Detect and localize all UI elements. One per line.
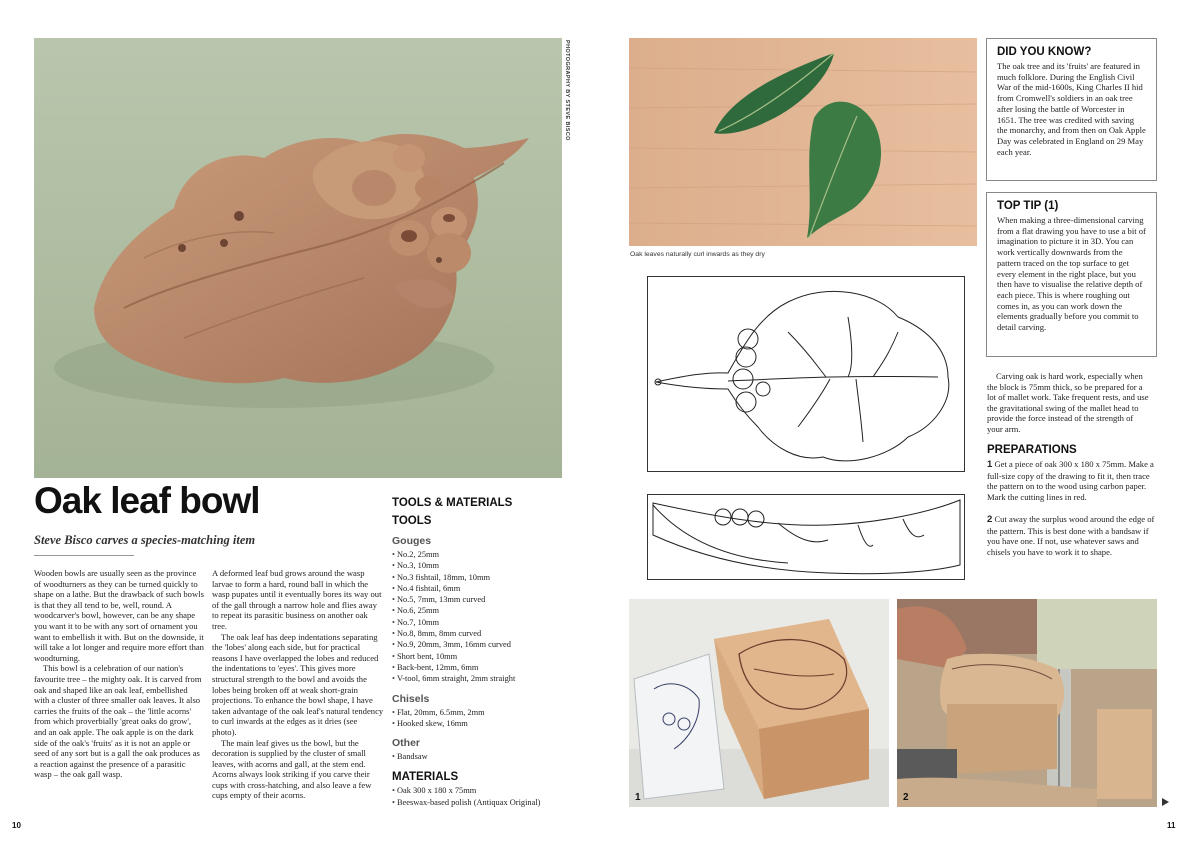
- paragraph: The oak leaf has deep indentations separating the 'lobes' along each side, but for practical reasons I have overlapped the lobes and reduced the indentations to 'eyes'. This gives more structural strength to the bowl and avoids the lobes being broken off at weak short-grain projections. To enhance the bowl shape, I have taken advantage of the oak leaf's natural tendency to curl inwards at the edges as it dries (see photo).: [212, 631, 384, 737]
- article-subtitle: Steve Bisco carves a species-matching item: [34, 533, 256, 547]
- list-item: • No.2, 25mm: [392, 549, 577, 560]
- tools-heading: TOOLS: [392, 515, 432, 527]
- materials-list: [392, 785, 577, 808]
- chisels-heading: Chisels: [392, 692, 430, 705]
- list-item: • No.6, 25mm: [392, 605, 577, 616]
- list-item: • Back-bent, 12mm, 6mm: [392, 662, 577, 673]
- list-item: • Short bent, 10mm: [392, 651, 577, 662]
- photo-credit: PHOTOGRAPHY BY STEVE BISCO: [564, 40, 570, 141]
- body-column-2: [212, 568, 384, 801]
- paragraph: Carving oak is hard work, especially when the block is 75mm thick, so be prepared for a lot of mallet work. Take frequent rests, and use the gravitational swing of the mallet head to provide the force instead of the strength of your arm.: [987, 371, 1149, 434]
- paragraph: Wooden bowls are usually seen as the province of woodturners as they can be turned quickly to shape on a lathe. But the drawback of such bowls is that they all tend to be, well, round. A woodcarver's bowl, however, can be any shape you want it to be with any sort of ornament you want to embellish it with. But on the downside, it will take a lot longer and require more effort than woodturning.: [34, 568, 204, 663]
- body-column-1: [34, 568, 204, 780]
- paragraph: The main leaf gives us the bowl, but the decoration is supplied by the cluster of small leaves, with acorns and gall, at the stem end. Acorns always look striking if you carve their cups with cross-hatching, and also leave a few cups empty of their acorns.: [212, 737, 372, 801]
- top-tip-heading: TOP TIP (1): [997, 200, 1059, 212]
- page-number-right: 11: [1167, 821, 1176, 830]
- step-photo-2: [897, 599, 1157, 807]
- preparations-steps: [987, 459, 1157, 569]
- paragraph: This bowl is a celebration of our nation's favourite tree – the mighty oak. It is carved from oak and shaped like an oak leaf, embellished with a cluster of three smaller oak leaves. It also carries the fruits of the oak – the 'little acorns' from which proverbially 'great oaks do grow', and an oak apple. The oak apple is on the dark side of the oak's 'fruits' as it is not an apple or seed of any sort but is a gall the oak produces as a reaction against the presence of a parasitic wasp – the oak gall wasp.: [34, 663, 202, 780]
- list-item: • V-tool, 6mm straight, 2mm straight: [392, 673, 577, 684]
- did-you-know-heading: DID YOU KNOW?: [997, 46, 1092, 58]
- list-item: • No.3 fishtail, 18mm, 10mm: [392, 572, 577, 583]
- list-item: • No.7, 10mm: [392, 617, 577, 628]
- list-item: • Beeswax-based polish (Antiquax Original): [392, 797, 577, 808]
- step-1: 1 Get a piece of oak 300 x 180 x 75mm. Make a full-size copy of the drawing to fit it, then trace the pattern on to the wood using carbon paper. Mark the cutting lines in red.: [987, 459, 1154, 503]
- list-item: • No.3, 10mm: [392, 560, 577, 571]
- step-photo-1: [629, 599, 889, 807]
- tools-and-materials: [392, 497, 577, 808]
- intro-paragraph: [987, 371, 1151, 435]
- article-title: Oak leaf bowl: [34, 480, 260, 521]
- other-heading: Other: [392, 737, 421, 750]
- photo-number-2: 2: [903, 792, 909, 803]
- subtitle-rule: [34, 555, 134, 556]
- list-item: • Hooked skew, 16mm: [392, 718, 577, 729]
- top-view-drawing: [647, 276, 965, 472]
- paragraph: A deformed leaf bud grows around the wasp larvae to form a hard, round ball in which the wasp pupates until it eventually bores its way out of the gall through a narrow hole and flies away to repeat its parasitic business on another oak tree.: [212, 568, 382, 631]
- step-2: 2 Cut away the surplus wood around the edge of the pattern. This is best done with a bandsaw if you have one. If not, use whatever saws and chisels you have to work it to shape.: [987, 513, 1155, 557]
- list-item: • No.4 fishtail, 6mm: [392, 583, 577, 594]
- continue-arrow-icon: [1162, 798, 1169, 806]
- photo-number-1: 1: [635, 792, 641, 803]
- chisels-list: [392, 707, 577, 730]
- page-number-left: 10: [12, 821, 21, 830]
- tools-materials-heading: TOOLS & MATERIALS: [392, 497, 513, 509]
- list-item: • No.5, 7mm, 13mm curved: [392, 594, 577, 605]
- preparations-heading: PREPARATIONS: [987, 444, 1077, 456]
- photo-caption: Oak leaves naturally curl inwards as they dry: [630, 251, 765, 258]
- top-tip-text: When making a three-dimensional carving from a flat drawing you have to use a bit of imagination to picture it in 3D. You can work vertically downwards from the pattern traced on the top surface to get every element in the right place, but you then have to visualise the relative depth of each piece. This is where roughing out comes in, as you can work down the elements gradually before you commit to detail carving.: [997, 215, 1146, 333]
- gouges-heading: Gouges: [392, 535, 432, 547]
- did-you-know-text: The oak tree and its 'fruits' are featured in much folklore. During the English Civil War of the mid-1600s, King Charles II hid from Cromwell's soldiers in an oak tree after losing the battle of Worcester in 1651. The tree was credited with saving the monarchy, and from then on Oak Apple Day was celebrated in England on 29 May each year.: [997, 61, 1146, 157]
- list-item: • No.9, 20mm, 3mm, 16mm curved: [392, 639, 577, 650]
- other-list: [392, 751, 577, 762]
- side-view-drawing: [647, 494, 965, 580]
- top-tip-box: [986, 192, 1157, 357]
- list-item: • Oak 300 x 180 x 75mm: [392, 785, 577, 796]
- list-item: • No.8, 8mm, 8mm curved: [392, 628, 577, 639]
- list-item: • Bandsaw: [392, 751, 577, 762]
- list-item: • Flat, 20mm, 6.5mm, 2mm: [392, 707, 577, 718]
- did-you-know-box: [986, 38, 1157, 181]
- materials-heading: MATERIALS: [392, 771, 459, 784]
- photo-oak-leaves: [629, 38, 977, 246]
- hero-photo-oak-leaf-bowl: [34, 38, 562, 478]
- gouges-list: [392, 549, 577, 685]
